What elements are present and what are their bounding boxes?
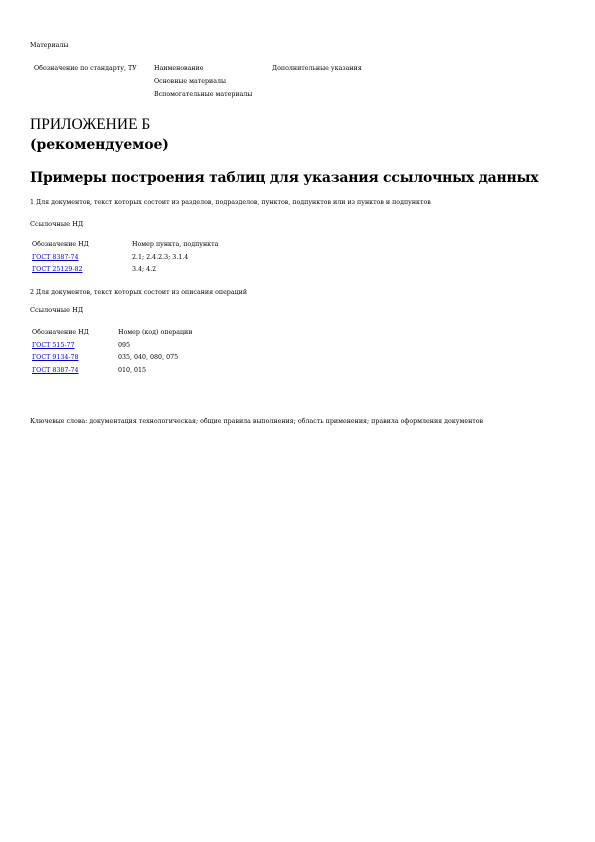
table2-value: 035, 040, 080, 075 bbox=[118, 354, 179, 361]
keywords-line: Ключевые слова: документация технологическая; общие правила выполнения; область применения; правила оформления документов bbox=[30, 418, 484, 425]
materials-header-name: Наименование bbox=[154, 65, 204, 72]
materials-header-designation: Обозначение по стандарту, ТУ bbox=[34, 65, 137, 72]
section2-paragraph: 2 Для документов, текст которых состоит из описания операций bbox=[30, 289, 248, 296]
section-heading: Примеры построения таблиц для указания ссылочных данных bbox=[30, 170, 539, 186]
materials-label: Материалы bbox=[30, 42, 69, 49]
appendix-subtitle: (рекомендуемое) bbox=[30, 137, 169, 153]
table1-link-gost-25129-82[interactable]: ГОСТ 25129-82 bbox=[32, 266, 83, 273]
materials-row-main: Основные материалы bbox=[154, 78, 227, 85]
table1-header-item: Номер пункта, подпункта bbox=[132, 241, 219, 248]
materials-header-notes: Дополнительные указания bbox=[272, 65, 362, 72]
table2-link-gost-515-77[interactable]: ГОСТ 515-77 bbox=[32, 342, 75, 349]
table1-value: 3.4; 4.2 bbox=[132, 266, 157, 273]
table2-value: 095 bbox=[118, 342, 131, 349]
section2-ref-label: Ссылочные НД bbox=[30, 306, 84, 314]
appendix-title: ПРИЛОЖЕНИЕ Б bbox=[30, 116, 151, 133]
table2-link-gost-9134-78[interactable]: ГОСТ 9134-78 bbox=[32, 354, 79, 361]
section1-paragraph: 1 Для документов, текст которых состоит из разделов, подразделов, пунктов, подпунктов или из пунктов и подпунктов bbox=[30, 199, 431, 206]
table2-header-operation: Номер (код) операции bbox=[118, 329, 193, 336]
table2-link-gost-8387-74[interactable]: ГОСТ 8387-74 bbox=[32, 367, 79, 374]
table1-header-designation: Обозначение НД bbox=[32, 241, 89, 248]
table2-value: 010, 015 bbox=[118, 367, 147, 374]
table1-link-gost-8387-74[interactable]: ГОСТ 8387-74 bbox=[32, 254, 79, 261]
materials-row-auxiliary: Вспомогательные материалы bbox=[154, 91, 253, 98]
table1-value: 2.1; 2.4.2.3; 3.1.4 bbox=[132, 254, 189, 261]
table2-header-designation: Обозначение НД bbox=[32, 329, 89, 336]
section1-ref-label: Ссылочные НД bbox=[30, 220, 84, 228]
